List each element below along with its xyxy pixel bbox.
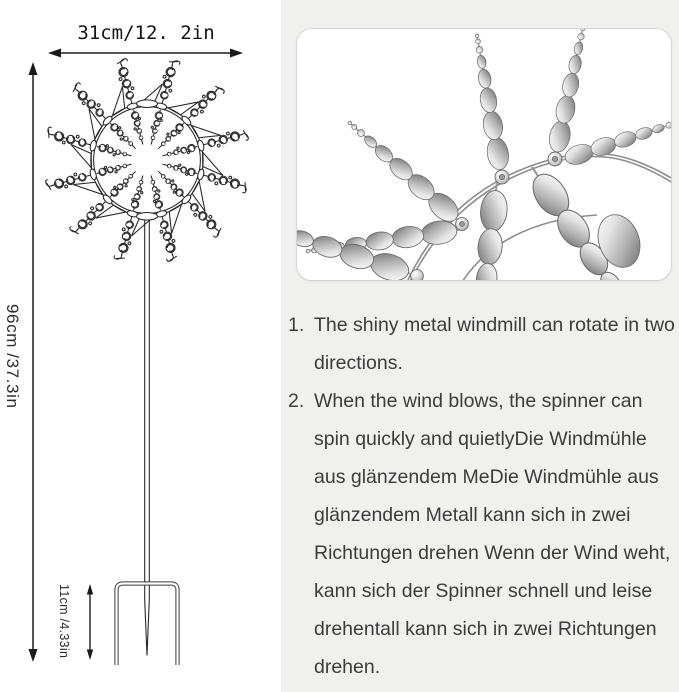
stake-dimension-label: 11cm /4.33in: [57, 584, 71, 659]
width-dimension-arrow: [48, 49, 243, 58]
feature-number: 2.: [288, 390, 305, 412]
feature-item-1: [287, 306, 675, 382]
spinner-head: [45, 58, 249, 262]
stake-dimension-arrow: [87, 584, 93, 660]
feature-text: The shiny metal windmill can rotate in two directions.: [314, 314, 675, 374]
width-dimension-label: 31cm/12. 2in: [77, 22, 215, 44]
height-dimension-label: 96cm /37.3in: [3, 304, 22, 409]
feature-list: [287, 306, 675, 686]
info-panel: [281, 0, 679, 692]
height-dimension-arrow: [29, 62, 38, 662]
dimension-diagram-panel: [0, 0, 281, 692]
spinner-pole: [145, 213, 150, 656]
feature-text: When the wind blows, the spinner can spin quickly and quietlyDie Windmühle aus glänzendem MeDie Windmühle aus glänzendem Metall kann sich in zwei Richtungen drehen Wenn der Wind weht, kann sich der Spinner schnell und leise drehentall kann sich in zwei Richtungen drehen.: [314, 390, 671, 678]
feature-item-2: [287, 382, 675, 686]
detail-photo-card: [296, 28, 672, 281]
wind-spinner-line-drawing: [0, 0, 281, 692]
feature-number: 1.: [288, 314, 305, 336]
windmill-detail-photo: [297, 29, 672, 281]
